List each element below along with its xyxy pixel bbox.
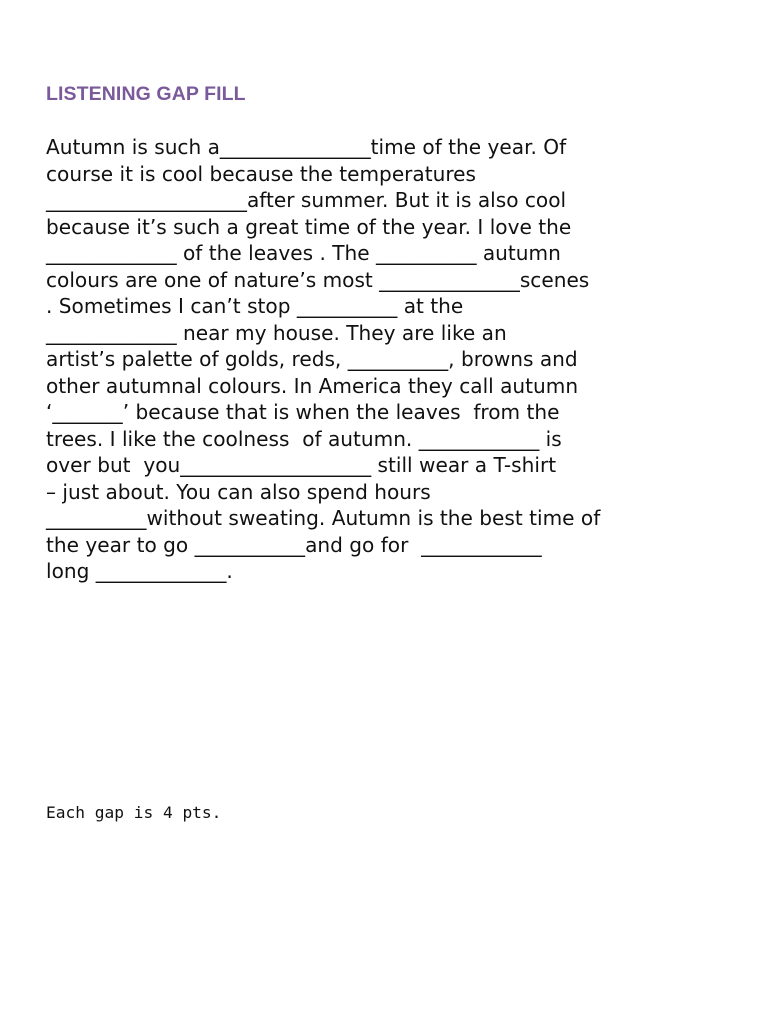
scoring-note: Each gap is 4 pts. bbox=[46, 803, 222, 822]
worksheet-title: LISTENING GAP FILL bbox=[46, 83, 246, 105]
passage-line: course it is cool because the temperatures bbox=[46, 161, 477, 186]
passage-line: ‘_______’ because that is when the leaves from the bbox=[46, 400, 560, 424]
passage-line: colours are one of nature’s most ______________scenes bbox=[46, 267, 590, 292]
passage-line: trees. I like the coolness of autumn. ____________ is bbox=[46, 426, 562, 451]
passage-line: Autumn is such a_______________time of the year. Of bbox=[46, 135, 567, 159]
passage-line: because it’s such a great time of the year. I love the bbox=[46, 214, 572, 239]
passage-line: over but you___________________ still wear a T-shirt bbox=[46, 453, 557, 477]
passage-line: other autumnal colours. In America they call autumn bbox=[46, 373, 579, 398]
passage-line: __________without sweating. Autumn is the best time of bbox=[46, 506, 601, 530]
passage-line: ____________________after summer. But it is also cool bbox=[46, 188, 567, 212]
passage-line: _____________ near my house. They are like an bbox=[46, 320, 507, 345]
passage-line: long _____________. bbox=[46, 559, 233, 583]
passage-line: the year to go ___________and go for ____________ bbox=[46, 532, 542, 557]
passage-line: – just about. You can also spend hours bbox=[46, 479, 431, 504]
passage-line: _____________ of the leaves . The __________ autumn bbox=[46, 241, 561, 265]
passage-line: artist’s palette of golds, reds, __________, browns and bbox=[46, 347, 578, 371]
passage-line: . Sometimes I can’t stop __________ at the bbox=[46, 294, 464, 318]
gap-fill-passage bbox=[46, 134, 746, 585]
